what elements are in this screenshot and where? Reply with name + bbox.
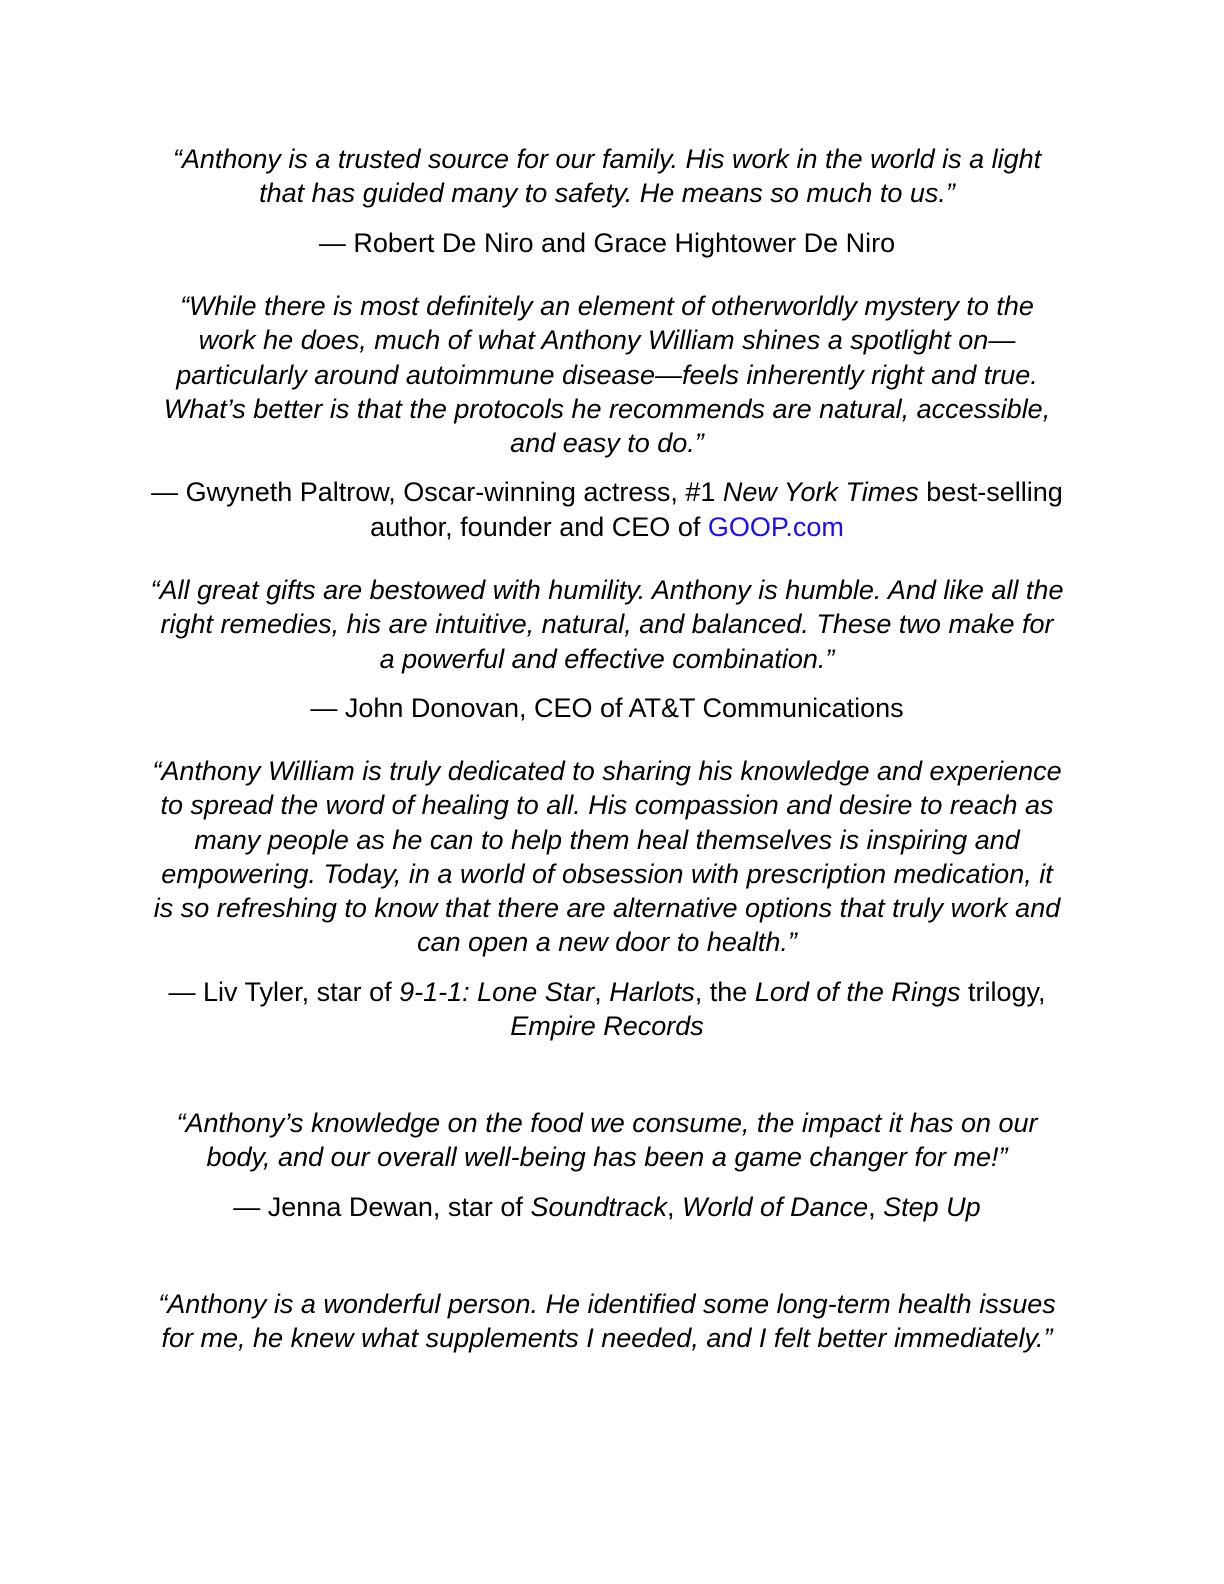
testimonial-attribution: [150, 975, 1064, 1044]
goop-link[interactable]: GOOP.com: [707, 511, 844, 542]
testimonial-quote: “Anthony William is truly dedicated to sharing his knowledge and experience to spread the word of healing to all. His compassion and desire to reach as many people as he can to help them heal themselves is inspiring and empowering. Today, in a world of obsession with prescription medication, it is so refreshing to know that there are alternative options that truly work and can open a new door to health.”: [152, 756, 1062, 958]
attribution-text: — Robert De Niro and Grace Hightower De Niro: [318, 227, 896, 258]
film-title: Empire Records: [510, 1011, 704, 1042]
film-title: Step Up: [883, 1191, 981, 1222]
testimonial-1: [150, 142, 1064, 260]
testimonial-3: [150, 573, 1064, 725]
attribution-separator: ,: [868, 1191, 884, 1222]
testimonial-quote: “Anthony is a trusted source for our family. His work in the world is a light that has guided many to safety. He means so much to us.”: [172, 144, 1042, 209]
testimonial-quote: “While there is most definitely an element of otherworldly mystery to the work he does, much of what Anthony William shines a spotlight on—particularly around autoimmune disease—feels inherently right and true. What’s better is that the protocols he recommends are natural, accessible, and easy to do.”: [163, 291, 1051, 459]
attribution-text: — Jenna Dewan, star of: [233, 1191, 531, 1222]
show-title: Harlots: [609, 976, 695, 1007]
attribution-separator: ,: [667, 1191, 683, 1222]
attribution-text: — John Donovan, CEO of AT&T Communications: [310, 692, 904, 723]
attribution-text: — Liv Tyler, star of: [168, 976, 400, 1007]
attribution-separator: , the: [694, 976, 755, 1007]
publication-title: New York Times: [722, 477, 919, 508]
film-title: Soundtrack: [530, 1191, 668, 1222]
testimonial-2: [150, 289, 1064, 544]
show-title: 9-1-1: Lone Star: [399, 976, 595, 1007]
testimonial-attribution: [150, 1190, 1064, 1224]
attribution-text: best-selling author, founder and CEO of: [370, 477, 1063, 542]
testimonial-attribution: [150, 475, 1064, 544]
testimonial-attribution: [150, 691, 1064, 725]
testimonial-quote: “Anthony is a wonderful person. He identified some long-term health issues for me, he knew what supplements I needed, and I felt better immediately.”: [158, 1289, 1056, 1354]
testimonial-quote: “All great gifts are bestowed with humility. Anthony is humble. And like all the right remedies, his are intuitive, natural, and balanced. These two make for a powerful and effective combination.”: [150, 575, 1064, 674]
attribution-text: — Gwyneth Paltrow, Oscar-winning actress, #1: [151, 477, 723, 508]
attribution-separator: trilogy,: [960, 976, 1046, 1007]
testimonial-quote: “Anthony’s knowledge on the food we consume, the impact it has on our body, and our overall well-being has been a game changer for me!”: [176, 1108, 1038, 1173]
film-title: Lord of the Rings: [754, 976, 961, 1007]
show-title: World of Dance: [682, 1191, 869, 1222]
testimonial-6: [150, 1287, 1064, 1356]
attribution-separator: ,: [594, 976, 610, 1007]
testimonial-4: [150, 754, 1064, 1043]
testimonial-5: [150, 1106, 1064, 1224]
testimonial-attribution: [150, 226, 1064, 260]
